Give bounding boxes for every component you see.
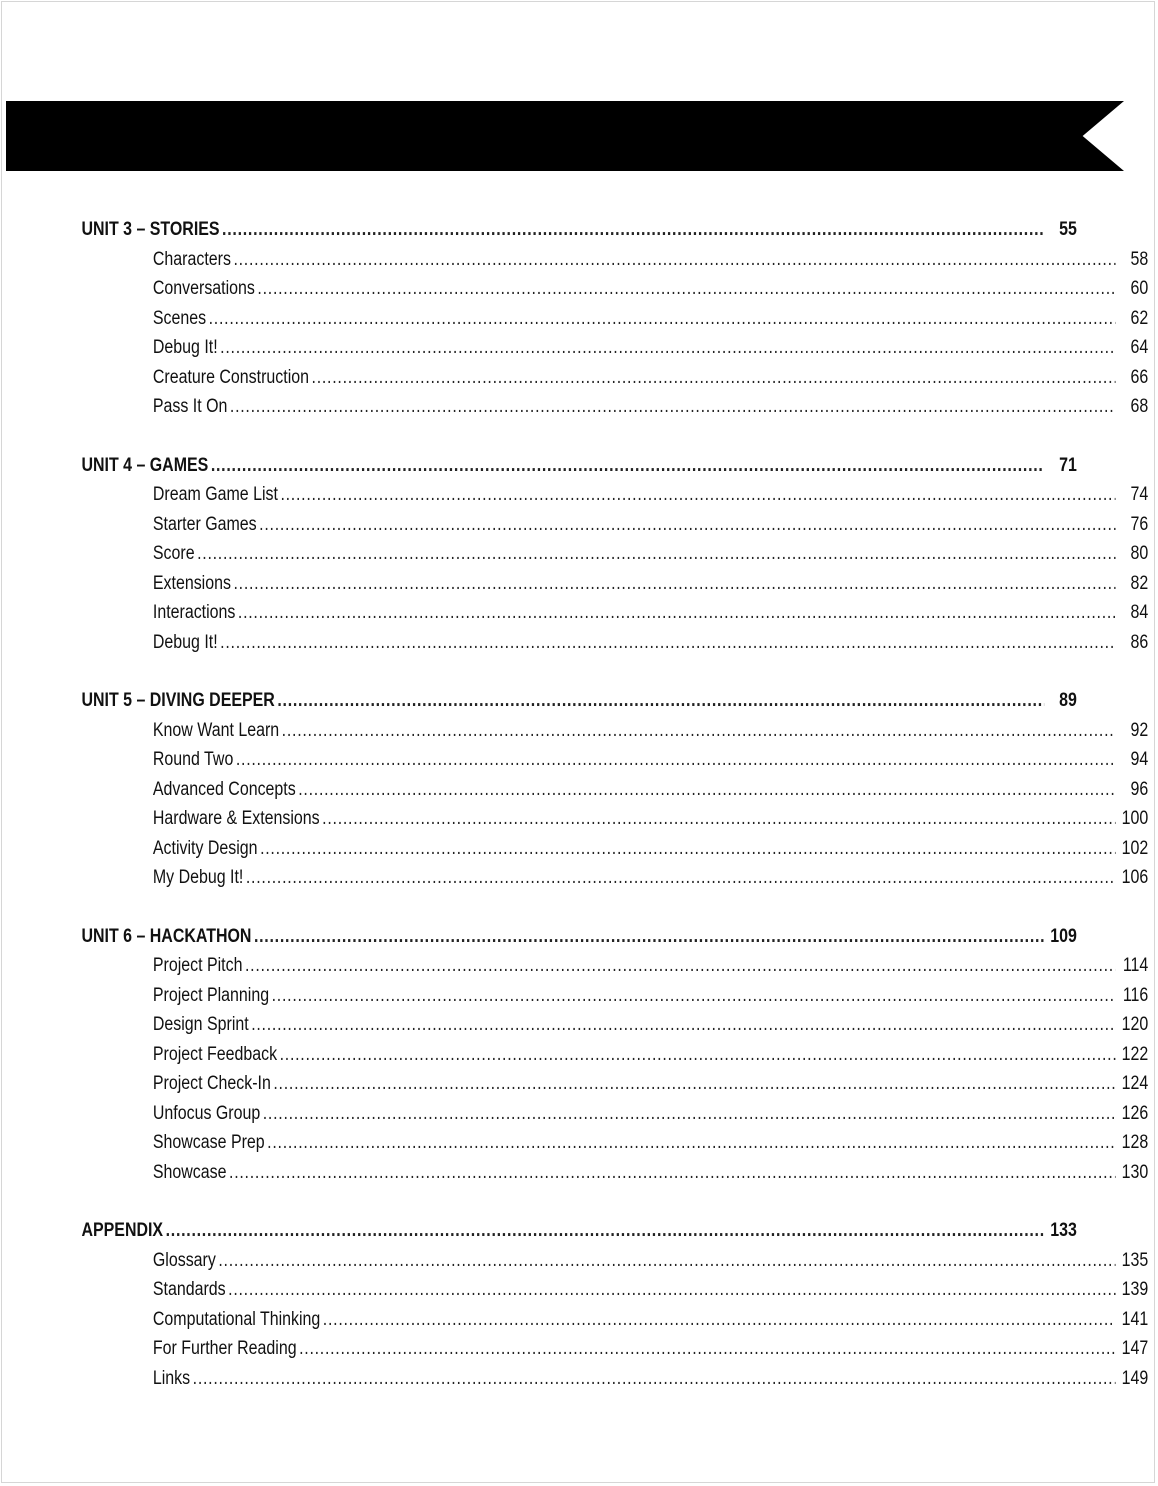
toc-entry[interactable] bbox=[0, 1040, 1148, 1070]
entry-page-number: 80 bbox=[1130, 543, 1149, 564]
unit-title: UNIT 5 – DIVING DEEPER bbox=[81, 690, 275, 711]
entry-title: Round Two bbox=[152, 749, 234, 770]
entry-page-number: 149 bbox=[1121, 1367, 1149, 1389]
header-banner bbox=[6, 101, 1124, 171]
entry-page-number: 147 bbox=[1121, 1338, 1149, 1359]
entry-title: Showcase bbox=[152, 1161, 227, 1183]
dot-leader bbox=[222, 215, 1044, 245]
toc-entry[interactable] bbox=[0, 1364, 1148, 1394]
dot-leader bbox=[233, 245, 1115, 275]
dot-leader bbox=[322, 804, 1115, 834]
toc-entry[interactable] bbox=[0, 569, 1148, 599]
entry-page-number: 100 bbox=[1121, 808, 1149, 829]
toc-entry[interactable] bbox=[0, 274, 1148, 304]
entry-title: Dream Game List bbox=[152, 484, 278, 505]
toc-entry[interactable] bbox=[0, 1099, 1148, 1129]
entry-title: Unfocus Group bbox=[152, 1102, 261, 1124]
entry-page-number: 62 bbox=[1130, 307, 1149, 329]
toc-unit-heading[interactable] bbox=[0, 1216, 1077, 1246]
toc-section-unit-6 bbox=[0, 922, 1158, 1188]
entry-title: Standards bbox=[152, 1279, 226, 1300]
toc-entry[interactable] bbox=[0, 804, 1148, 834]
entry-title: Hardware & Extensions bbox=[152, 808, 320, 829]
dot-leader bbox=[220, 333, 1115, 363]
toc-entry[interactable] bbox=[0, 628, 1148, 658]
entry-page-number: 116 bbox=[1122, 984, 1149, 1006]
entry-page-number: 82 bbox=[1130, 572, 1149, 594]
entry-page-number: 64 bbox=[1130, 337, 1149, 358]
entry-title: My Debug It! bbox=[152, 867, 244, 888]
toc-entry[interactable] bbox=[0, 539, 1148, 569]
dot-leader bbox=[251, 1010, 1115, 1040]
toc-unit-heading[interactable] bbox=[0, 451, 1077, 481]
entry-page-number: 135 bbox=[1121, 1249, 1149, 1271]
dot-leader bbox=[193, 1364, 1116, 1394]
unit-page-number: 55 bbox=[1059, 219, 1077, 240]
unit-title: UNIT 3 – STORIES bbox=[81, 219, 220, 240]
entry-title: Glossary bbox=[152, 1249, 216, 1271]
dot-leader bbox=[218, 1246, 1115, 1276]
toc-section-appendix bbox=[0, 1216, 1158, 1393]
dot-leader bbox=[259, 510, 1115, 540]
dot-leader bbox=[272, 981, 1116, 1011]
entry-title: Extensions bbox=[152, 572, 231, 594]
entry-title: Know Want Learn bbox=[152, 719, 280, 741]
toc-unit-heading[interactable] bbox=[0, 686, 1077, 716]
toc-section-unit-5 bbox=[0, 686, 1158, 893]
dot-leader bbox=[280, 480, 1115, 510]
toc-entry[interactable] bbox=[0, 510, 1148, 540]
entry-page-number: 84 bbox=[1130, 602, 1149, 623]
dot-leader bbox=[209, 304, 1116, 334]
entry-title: Advanced Concepts bbox=[152, 778, 296, 800]
unit-title: UNIT 4 – GAMES bbox=[81, 454, 209, 476]
entry-title: Project Pitch bbox=[152, 955, 243, 976]
toc-entry[interactable] bbox=[0, 245, 1148, 275]
entry-title: Conversations bbox=[152, 278, 255, 299]
dot-leader bbox=[228, 1275, 1115, 1305]
toc-entry[interactable] bbox=[0, 745, 1148, 775]
dot-leader bbox=[299, 1334, 1115, 1364]
entry-page-number: 92 bbox=[1130, 719, 1149, 741]
entry-title: Project Feedback bbox=[152, 1043, 278, 1065]
entry-page-number: 124 bbox=[1121, 1073, 1149, 1094]
entry-title: For Further Reading bbox=[152, 1338, 297, 1359]
toc-entry[interactable] bbox=[0, 981, 1148, 1011]
entry-page-number: 60 bbox=[1130, 278, 1149, 299]
entry-page-number: 126 bbox=[1121, 1102, 1149, 1124]
toc-entry[interactable] bbox=[0, 1069, 1148, 1099]
entry-page-number: 96 bbox=[1130, 778, 1149, 800]
entry-title: Characters bbox=[152, 248, 231, 270]
dot-leader bbox=[246, 863, 1116, 893]
entry-page-number: 94 bbox=[1130, 749, 1149, 770]
entry-title: Design Sprint bbox=[152, 1014, 249, 1035]
toc-entry[interactable] bbox=[0, 951, 1148, 981]
toc-entry[interactable] bbox=[0, 775, 1148, 805]
entry-page-number: 86 bbox=[1130, 631, 1149, 653]
entry-title: Links bbox=[152, 1367, 191, 1389]
toc-entry[interactable] bbox=[0, 1305, 1148, 1335]
entry-title: Scenes bbox=[152, 307, 207, 329]
entry-page-number: 141 bbox=[1121, 1308, 1149, 1330]
entry-page-number: 122 bbox=[1121, 1043, 1149, 1065]
entry-page-number: 128 bbox=[1121, 1132, 1149, 1153]
toc-entry[interactable] bbox=[0, 834, 1148, 864]
toc-entry[interactable] bbox=[0, 863, 1148, 893]
entry-page-number: 76 bbox=[1130, 513, 1149, 535]
toc-section-unit-3 bbox=[0, 215, 1158, 422]
unit-title: UNIT 6 – HACKATHON bbox=[81, 925, 252, 947]
toc-unit-heading[interactable] bbox=[0, 215, 1077, 245]
dot-leader bbox=[267, 1128, 1115, 1158]
toc-entry[interactable] bbox=[0, 716, 1148, 746]
toc-entry[interactable] bbox=[0, 1128, 1148, 1158]
toc-entry[interactable] bbox=[0, 1246, 1148, 1276]
entry-title: Interactions bbox=[152, 602, 236, 623]
unit-page-number: 89 bbox=[1059, 690, 1077, 711]
entry-title: Debug It! bbox=[152, 631, 218, 653]
entry-page-number: 74 bbox=[1130, 484, 1149, 505]
dot-leader bbox=[166, 1216, 1045, 1246]
dot-leader bbox=[211, 451, 1044, 481]
dot-leader bbox=[230, 392, 1116, 422]
entry-page-number: 102 bbox=[1121, 837, 1149, 859]
dot-leader bbox=[260, 834, 1115, 864]
toc-entry[interactable] bbox=[0, 598, 1148, 628]
unit-page-number: 109 bbox=[1050, 925, 1077, 947]
toc-entry[interactable] bbox=[0, 1334, 1148, 1364]
entry-title: Showcase Prep bbox=[152, 1132, 265, 1153]
entry-title: Pass It On bbox=[152, 396, 228, 417]
dot-leader bbox=[298, 775, 1115, 805]
entry-page-number: 68 bbox=[1130, 396, 1149, 417]
unit-page-number: 133 bbox=[1050, 1220, 1077, 1241]
entry-page-number: 120 bbox=[1121, 1014, 1149, 1035]
toc-entry[interactable] bbox=[0, 1010, 1148, 1040]
toc-section-unit-4 bbox=[0, 451, 1158, 658]
dot-leader bbox=[263, 1099, 1116, 1129]
entry-page-number: 139 bbox=[1121, 1279, 1149, 1300]
dot-leader bbox=[273, 1069, 1115, 1099]
dot-leader bbox=[233, 569, 1115, 599]
unit-page-number: 71 bbox=[1059, 454, 1077, 476]
dot-leader bbox=[312, 363, 1116, 393]
toc-entry[interactable] bbox=[0, 1275, 1148, 1305]
dot-leader bbox=[197, 539, 1115, 569]
dot-leader bbox=[238, 598, 1116, 628]
entry-page-number: 114 bbox=[1122, 955, 1149, 976]
entry-title: Activity Design bbox=[152, 837, 258, 859]
dot-leader bbox=[280, 1040, 1116, 1070]
toc-unit-heading[interactable] bbox=[0, 922, 1077, 952]
dot-leader bbox=[254, 922, 1044, 952]
entry-page-number: 130 bbox=[1121, 1161, 1149, 1183]
entry-page-number: 58 bbox=[1130, 248, 1149, 270]
toc-entry[interactable] bbox=[0, 304, 1148, 334]
dot-leader bbox=[245, 951, 1116, 981]
toc-entry[interactable] bbox=[0, 1158, 1148, 1188]
unit-title: APPENDIX bbox=[81, 1220, 164, 1241]
toc-entry[interactable] bbox=[0, 363, 1148, 393]
entry-title: Project Planning bbox=[152, 984, 270, 1006]
toc-entry[interactable] bbox=[0, 333, 1148, 363]
dot-leader bbox=[257, 274, 1115, 304]
entry-title: Score bbox=[152, 543, 195, 564]
entry-title: Computational Thinking bbox=[152, 1308, 321, 1330]
entry-title: Creature Construction bbox=[152, 366, 310, 388]
entry-page-number: 106 bbox=[1121, 867, 1149, 888]
dot-leader bbox=[282, 716, 1116, 746]
entry-page-number: 66 bbox=[1130, 366, 1149, 388]
toc-entry[interactable] bbox=[0, 480, 1148, 510]
dot-leader bbox=[323, 1305, 1116, 1335]
entry-title: Debug It! bbox=[152, 337, 218, 358]
entry-title: Project Check-In bbox=[152, 1073, 271, 1094]
toc-entry[interactable] bbox=[0, 392, 1148, 422]
dot-leader bbox=[236, 745, 1116, 775]
table-of-contents bbox=[0, 215, 1158, 1422]
dot-leader bbox=[277, 686, 1044, 716]
entry-title: Starter Games bbox=[152, 513, 257, 535]
dot-leader bbox=[229, 1158, 1115, 1188]
dot-leader bbox=[220, 628, 1115, 658]
